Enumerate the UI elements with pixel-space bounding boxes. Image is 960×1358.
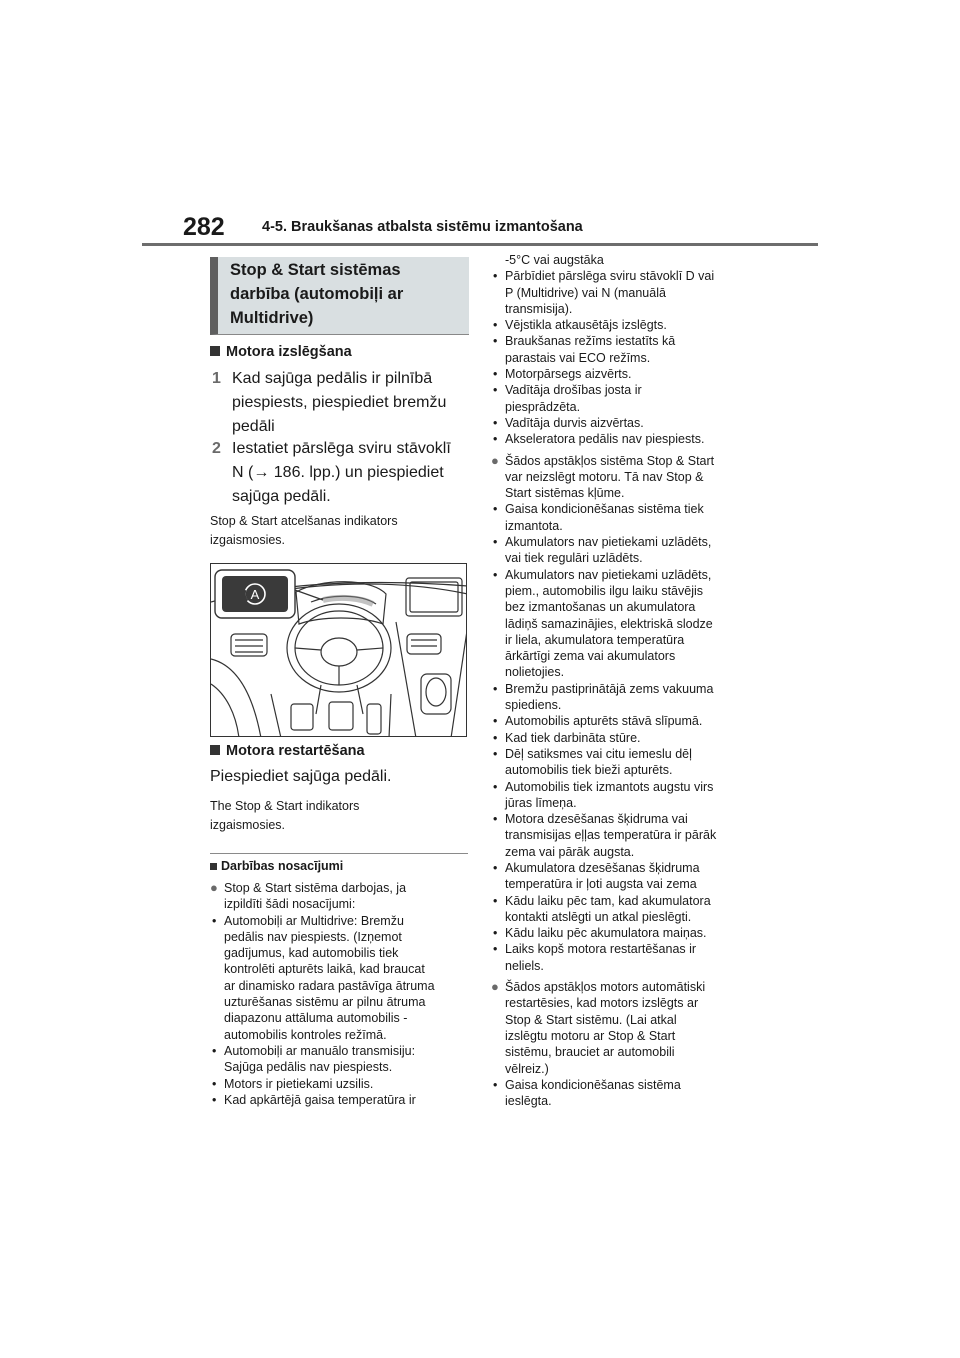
text-line: bez izmantošanas un akumulatora: [505, 600, 696, 615]
text-line: automobilis tiek bieži apturēts.: [505, 763, 673, 778]
header-rule: [142, 243, 818, 246]
text-line: gadījumus, kad automobilis tiek: [224, 946, 399, 961]
text-line: • Automobiļi ar Multidrive: Bremžu: [224, 913, 404, 928]
text-line: spiediens.: [505, 698, 562, 713]
step-number: 2: [212, 440, 221, 457]
text-line: Šādos apstākļos motors automātiski: [505, 980, 706, 995]
conditions-heading-text: Darbības nosacījumi: [221, 859, 344, 873]
text-line: pedālis nav piespiests. (Izņemot: [224, 929, 402, 944]
list-item: [491, 746, 771, 779]
subheading-engine-restart: [210, 743, 365, 759]
text-line: vēlreiz.): [505, 1061, 549, 1076]
text-line: nolietojies.: [505, 665, 565, 680]
text-line: P (Multidrive) vai N (manuālā: [505, 285, 666, 300]
list-item: [491, 730, 771, 746]
conditions-intro: [210, 880, 472, 913]
text-line: • Vējstikla atkausētājs izslēgts.: [505, 318, 667, 333]
paragraph-no-stop: [491, 453, 771, 502]
list-item: [491, 779, 771, 812]
list-item: [491, 713, 771, 729]
text-line: • Kādu laiku pēc akumulatora maiņas.: [505, 926, 707, 941]
text-line: neliels.: [505, 958, 544, 973]
right-column: [491, 252, 771, 1109]
list-item: [491, 501, 771, 534]
conditions-heading: [210, 858, 343, 874]
dashboard-illustration: [210, 563, 467, 737]
step-2: [212, 437, 472, 509]
text-line: temperatūra ir ļoti augsta vai zema: [505, 877, 697, 892]
list-item: [491, 941, 771, 974]
step-1: [212, 367, 472, 439]
text-line: izslēgtu motoru ar Stop & Start: [505, 1028, 676, 1043]
text-line: ir liela, akumulatora temperatūra: [505, 632, 685, 647]
text-line: • Akumulatora dzesēšanas šķidruma: [505, 860, 700, 875]
list-item: [491, 811, 771, 860]
auto-a-icon-letter: A: [250, 587, 260, 602]
list-item: [491, 893, 771, 926]
note-line: The Stop & Start indikators: [210, 799, 360, 813]
page-number: 282: [183, 213, 225, 241]
list-item: [491, 1077, 771, 1110]
text-line: • Motorpārsegs aizvērts.: [505, 367, 632, 382]
step-line: Iestatiet pārslēga sviru stāvoklī: [232, 440, 451, 457]
text-line: Stop & Start sistēmu. (Lai atkal: [505, 1012, 677, 1027]
text-line: • Vadītāja drošības josta ir: [505, 383, 642, 398]
section-divider: [210, 853, 468, 854]
text-line: uzturēšanas sistēmu ar pilnu ātruma: [224, 995, 426, 1010]
step-line: N (→ 186. lpp.) un piespiediet: [232, 464, 444, 481]
text-line: kontakti atslēgti un atkal pieslēgti.: [505, 909, 692, 924]
dashboard-drawing: [211, 564, 467, 737]
text-line: automobilis kontroles režīmā.: [224, 1027, 387, 1042]
round-bullet-icon: ●: [491, 979, 499, 995]
text-line: diapazonu attāluma automobilis -: [224, 1011, 408, 1026]
text-line: • Dēļ satiksmes vai citu iemeslu dēļ: [505, 746, 692, 761]
text-line: • Akseleratora pedālis nav piespiests.: [505, 432, 705, 447]
section-heading-box: [210, 257, 469, 335]
list-item: [491, 431, 771, 447]
text-line: ar dinamisko radara pastāvīga ātruma: [224, 978, 435, 993]
step-number: 1: [212, 370, 221, 387]
text-line: • Vadītāja durvis aizvērtas.: [505, 415, 644, 430]
square-bullet-icon: [210, 863, 217, 870]
text-line: Start sistēmas kļūme.: [505, 486, 625, 501]
text-line: • Laiks kopš motora restartēšanas ir: [505, 942, 697, 957]
text-line: • Akumulators nav pietiekami uzlādēts,: [505, 535, 712, 550]
note-indicator-restart: [210, 797, 470, 835]
text-line: ārkārtīgi zema vai akumulators: [505, 649, 676, 664]
list-item: [491, 268, 771, 317]
text-line: • Automobilis tiek izmantots augstu virs: [505, 779, 714, 794]
list-item: [491, 333, 771, 366]
text-line: Stop & Start sistēma darbojas, ja: [224, 881, 407, 895]
text-line: jūras līmeņa.: [505, 795, 577, 810]
step-line: sajūga pedāli.: [232, 488, 331, 505]
subheading-text: Motora restartēšana: [226, 743, 365, 759]
text-line: zema vai pārāk augsta.: [505, 844, 635, 859]
heading-line: darbība (automobiļi ar: [230, 285, 404, 303]
text-line: kontrolēti apturēts laikā, kad braucat: [224, 962, 425, 977]
text-line: transmisija).: [505, 301, 573, 316]
list-item: [210, 1076, 472, 1092]
note-indicator-lit: [210, 512, 470, 550]
text-line: piem., automobilis ilgu laiku stāvējis: [505, 583, 704, 598]
round-bullet-icon: ●: [491, 452, 499, 468]
paragraph-auto-restart: [491, 979, 771, 1077]
square-bullet-icon: [210, 346, 220, 356]
text-line: var neizslēgt motoru. Tā nav Stop &: [505, 469, 704, 484]
square-bullet-icon: [210, 745, 220, 755]
note-line: izgaismosies.: [210, 818, 286, 832]
text-line: • Kādu laiku pēc tam, kad akumulatora: [505, 893, 711, 908]
text-line: • Akumulators nav pietiekami uzlādēts,: [505, 567, 712, 582]
note-line: Stop & Start atcelšanas indikators: [210, 514, 398, 528]
text-line: piesprādzēta.: [505, 399, 581, 414]
conditions-block: [210, 880, 472, 1108]
list-item: [491, 681, 771, 714]
text-line: restartēsies, kad motors izslēgts ar: [505, 996, 699, 1011]
heading-line: Multidrive): [230, 309, 314, 327]
text-line: -5°C vai augstāka: [505, 253, 604, 267]
text-line: ieslēgta.: [505, 1094, 552, 1109]
text-line: • Automobiļi ar manuālo transmisiju:: [224, 1043, 416, 1058]
text-line: • Gaisa kondicionēšanas sistēma: [505, 1077, 681, 1092]
subheading-engine-stop: [210, 344, 352, 360]
text-line: • Gaisa kondicionēšanas sistēma tiek: [505, 502, 704, 517]
list-item: [491, 382, 771, 415]
list-item: [491, 534, 771, 567]
text-line: sistēmu, brauciet ar automobili: [505, 1045, 675, 1060]
text-line: lādiņš samazinājies, elektriskā slodze: [505, 616, 713, 631]
step-line: pedāli: [232, 418, 275, 435]
text-line: transmisijas eļļas temperatūra ir pārāk: [505, 828, 717, 843]
subheading-text: Motora izslēgšana: [226, 344, 352, 360]
text-line: izmantota.: [505, 518, 563, 533]
text-line: Sajūga pedālis nav piespiests.: [224, 1060, 393, 1075]
text-line: • Braukšanas režīms iestatīts kā: [505, 334, 676, 349]
list-item: [210, 1043, 472, 1076]
text-line: parastais vai ECO režīms.: [505, 350, 651, 365]
list-item: [491, 415, 771, 431]
text-line: • Kad apkārtējā gaisa temperatūra ir: [224, 1092, 416, 1107]
note-line: izgaismosies.: [210, 533, 286, 547]
text-line: • Kad tiek darbināta stūre.: [505, 730, 641, 745]
text-line: vai tiek regulāri uzlādēts.: [505, 551, 643, 566]
text-line: • Motora dzesēšanas šķidruma vai: [505, 812, 688, 827]
heading-line: Stop & Start sistēmas: [230, 261, 401, 279]
text-line: • Bremžu pastiprinātājā zems vakuuma: [505, 681, 714, 696]
list-item: [491, 860, 771, 893]
list-item: [491, 317, 771, 333]
round-bullet-icon: ●: [210, 880, 218, 895]
text-line: • Automobilis apturēts stāvā slīpumā.: [505, 714, 703, 729]
list-item: [491, 925, 771, 941]
text-line: Šādos apstākļos sistēma Stop & Start: [505, 453, 715, 468]
list-item: [210, 913, 472, 1043]
text-line: • Motors ir pietiekami uzsilis.: [224, 1076, 374, 1091]
text-line: izpildīti šādi nosacījumi:: [224, 897, 356, 912]
list-item: [491, 567, 771, 681]
section-title: 4-5. Braukšanas atbalsta sistēmu izmantošana: [262, 219, 583, 235]
text-line: • Pārbīdiet pārslēga sviru stāvoklī D vai: [505, 269, 715, 284]
step-line: Kad sajūga pedālis ir pilnībā: [232, 370, 433, 387]
list-item: [210, 1092, 472, 1108]
restart-instruction: Piespiediet sajūga pedāli.: [210, 768, 392, 785]
step-line: piespiests, piespiediet bremžu: [232, 394, 447, 411]
list-item: [491, 366, 771, 382]
